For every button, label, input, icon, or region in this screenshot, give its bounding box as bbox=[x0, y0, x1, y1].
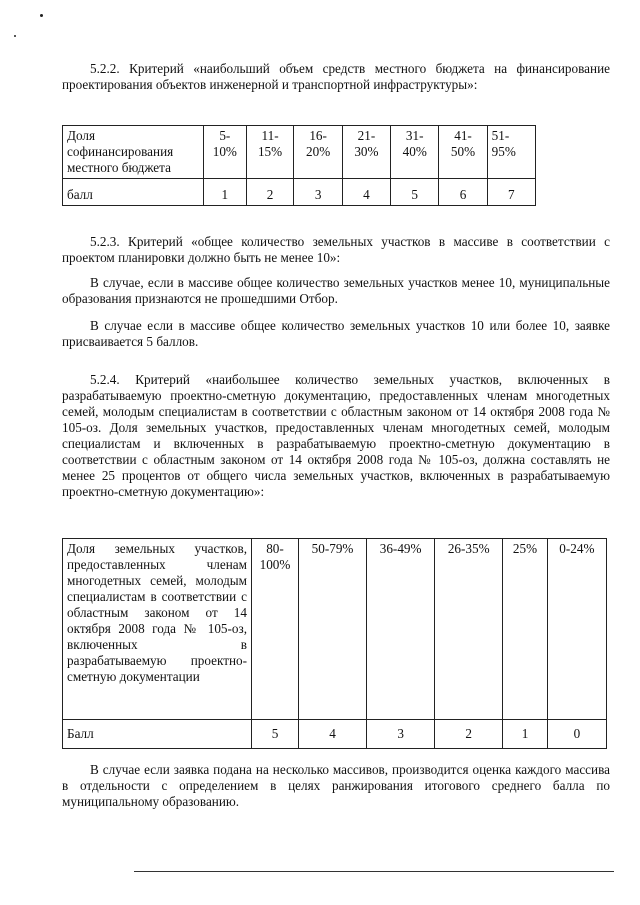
section-5-2-4: 5.2.4. Критерий «наибольшее количество земельных участков, включенных в разрабатываемую проектно-сметную документацию, предоставленных членам многодетных семей, молодым специалистам в соответствии с областным законом от 14 октября 2008 года № 105-оз. Доля земельных участков, предоставленных членам многодетных семей, молодым специалистам и включенных в разрабатываемую проектно-сметную документацию в соответствии с областным законом от 14 октября 2008 года № 105-оз, должна составлять не менее 25 процентов от общего числа земельных участков, включенных в разрабатываемую проектно-сметную документацию»: bbox=[62, 372, 610, 499]
table-cell: 2 bbox=[435, 720, 503, 749]
section-5-2-2: 5.2.2. Критерий «наибольший объем средств местного бюджета на финансирование проектирования объектов инженерной и транспортной инфраструктуры»: bbox=[62, 61, 610, 92]
table-cell: 51-95% bbox=[487, 126, 535, 179]
land-share-table bbox=[62, 538, 607, 749]
table-row bbox=[63, 539, 607, 720]
table-row bbox=[63, 720, 607, 749]
table-cell: 80-100% bbox=[252, 539, 299, 720]
section-5-2-3-paragraph-1: В случае, если в массиве общее количество земельных участков менее 10, муниципальные образования признаются не прошедшими Отбор. bbox=[62, 275, 610, 306]
table-cell: 1 bbox=[503, 720, 548, 749]
table-cell: 2 bbox=[246, 179, 294, 206]
table-cell: 5-10% bbox=[204, 126, 247, 179]
table-cell: балл bbox=[63, 179, 204, 206]
table-cell: 50-79% bbox=[299, 539, 367, 720]
table-cell: 4 bbox=[342, 179, 390, 206]
table-cell: Доля земельных участков, предоставленных членам многодетных семей, молодым специалистам в соответствии с областным законом от 14 октября 2008 года № 105-оз, включенных в разрабатываемую проектно-сметную документации bbox=[63, 539, 252, 720]
table-cell: 16-20% bbox=[294, 126, 342, 179]
table-cell: 1 bbox=[204, 179, 247, 206]
table-cell: 6 bbox=[439, 179, 487, 206]
table-cell: 26-35% bbox=[435, 539, 503, 720]
table-cell: 41-50% bbox=[439, 126, 487, 179]
table-cell: Балл bbox=[63, 720, 252, 749]
section-5-2-3-paragraph-2: В случае если в массиве общее количество земельных участков 10 или более 10, заявке присваивается 5 баллов. bbox=[62, 318, 610, 349]
table-row bbox=[63, 126, 536, 179]
table-cell: 5 bbox=[252, 720, 299, 749]
table-cell: 0-24% bbox=[547, 539, 606, 720]
scan-speck bbox=[40, 14, 43, 17]
table-cell: Доля софинансирования местного бюджета bbox=[63, 126, 204, 179]
table-cell: 21-30% bbox=[342, 126, 390, 179]
section-5-2-3: 5.2.3. Критерий «общее количество земельных участков в массиве в соответствии с проектом планировки должно быть не менее 10»: bbox=[62, 234, 610, 265]
table-cell: 4 bbox=[299, 720, 367, 749]
table-cell: 3 bbox=[294, 179, 342, 206]
table-cell: 3 bbox=[367, 720, 435, 749]
table-cell: 7 bbox=[487, 179, 535, 206]
table-cell: 0 bbox=[547, 720, 606, 749]
closing-paragraph: В случае если заявка подана на несколько массивов, производится оценка каждого массива в отдельности с определением в целях ранжирования итогового среднего балла по муниципальному образованию. bbox=[62, 762, 610, 809]
table-cell: 11-15% bbox=[246, 126, 294, 179]
table-cell: 36-49% bbox=[367, 539, 435, 720]
cofinancing-table bbox=[62, 125, 536, 206]
table-cell: 5 bbox=[391, 179, 439, 206]
scan-speck bbox=[14, 35, 16, 37]
table-row bbox=[63, 179, 536, 206]
table-cell: 25% bbox=[503, 539, 548, 720]
table-cell: 31-40% bbox=[391, 126, 439, 179]
footer-rule bbox=[134, 871, 614, 872]
